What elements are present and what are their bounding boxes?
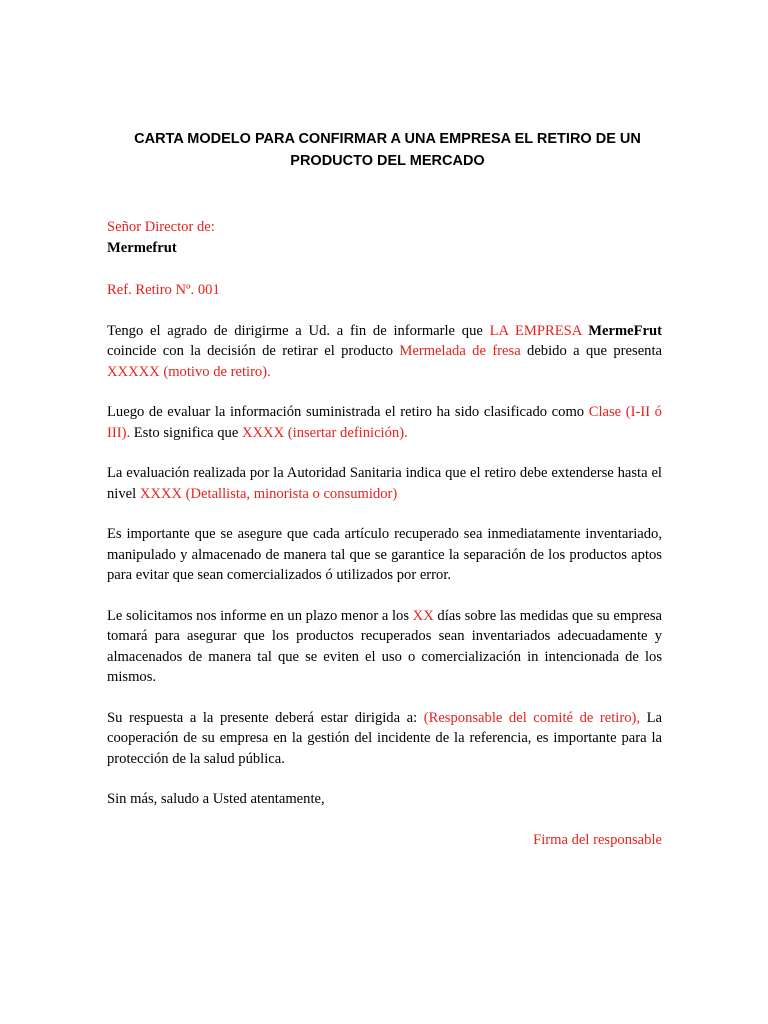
paragraph-2 (107, 402, 662, 443)
paragraph-1-text-c: debido a que presenta (520, 343, 662, 359)
recipient-name (107, 238, 662, 259)
paragraph-5-text-b: días sobre las medidas que su empresa tomará para asegurar que los productos recuperados sean inventariados adecuadamente y almacenados de manera tal que se eviten el uso o comercialización in intencionada de los mismos. (107, 607, 662, 685)
paragraph-1 (107, 321, 662, 383)
signature-placeholder: Firma del responsable (533, 831, 662, 848)
reference-line: Ref. Retiro Nº. 001 (107, 282, 220, 298)
withdrawal-reason: XXXXX (motivo de retiro). (107, 363, 271, 380)
paragraph-1-text-b: coincide con la decisión de retirar el producto (107, 343, 400, 359)
paragraph-5 (107, 606, 662, 688)
paragraph-2-text-a: Luego de evaluar la información suministrada el retiro ha sido clasificado como (107, 404, 589, 420)
company-placeholder: LA EMPRESA (489, 322, 582, 339)
paragraph-4: Es importante que se asegure que cada artículo recuperado sea inmediatamente inventariado, manipulado y almacenado de manera tal que se garantice la separación de los productos aptos para evitar que sean comercializados ó utilizados por error. (107, 526, 662, 583)
paragraph-6 (107, 708, 662, 770)
class-definition: XXXX (insertar definición). (241, 424, 408, 441)
product-name: Mermelada de fresa (399, 343, 521, 359)
letter-body (107, 128, 662, 850)
letter-title: CARTA MODELO PARA CONFIRMAR A UNA EMPRESA EL RETIRO DE UN PRODUCTO DEL MERCADO (134, 131, 641, 169)
distribution-level: XXXX (Detallista, minorista o consumidor) (139, 485, 398, 502)
recipient-name-text: Mermefrut (107, 239, 177, 256)
paragraph-1-text-a: Tengo el agrado de dirigirme a Ud. a fin de informarle que (107, 322, 490, 339)
company-name: MermeFrut (588, 322, 662, 339)
recall-class: Clase (I-II ó III). (107, 404, 662, 441)
closing-line: Sin más, saludo a Usted atentamente, (107, 791, 325, 807)
responsible-placeholder: (Responsable del comité de retiro), (423, 709, 641, 726)
paragraph-3-text-a: La evaluación realizada por la Autoridad Sanitaria indica que el retiro debe extenderse hasta el nivel (107, 465, 662, 502)
salutation: Señor Director de: (107, 219, 215, 235)
paragraph-3 (107, 463, 662, 504)
paragraph-6-text-a: Su respuesta a la presente deberá estar dirigida a: (107, 709, 424, 726)
days-placeholder: XX (412, 607, 434, 624)
paragraph-2-text-b: Esto significa que (130, 424, 242, 441)
paragraph-6-text-b: La cooperación de su empresa en la gestión del incidente de la referencia, es importante para la protección de la salud pública. (107, 709, 662, 767)
paragraph-5-text-a: Le solicitamos nos informe en un plazo menor a los (107, 607, 413, 624)
